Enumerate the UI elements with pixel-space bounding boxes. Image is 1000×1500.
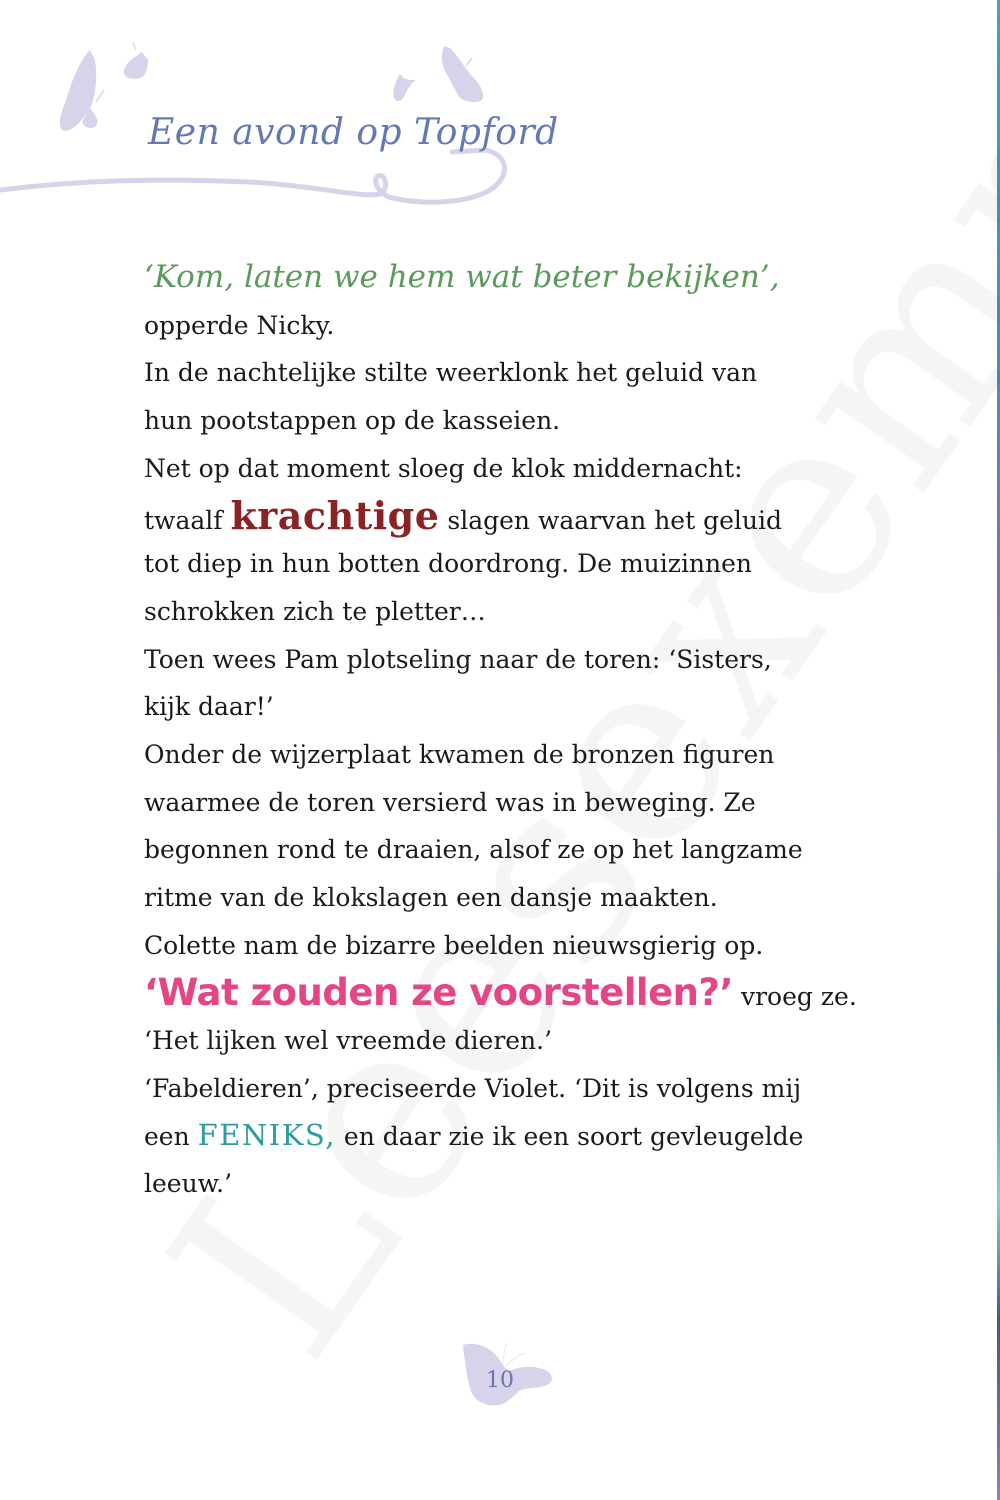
- text-segment: ‘Het lijken wel vreemde dieren.’: [144, 1026, 553, 1055]
- text-segment: vroeg ze.: [733, 982, 857, 1012]
- text-segment: en daar zie ik een soort gevleugelde: [335, 1122, 804, 1152]
- text-line: [144, 397, 884, 445]
- butterfly-icon: [442, 46, 483, 102]
- text-line: [144, 1065, 884, 1113]
- text-segment: leeuw.’: [144, 1169, 233, 1199]
- text-line: [144, 636, 884, 684]
- text-line: [144, 302, 884, 350]
- text-line: [144, 1112, 884, 1160]
- text-segment: Net op dat moment sloeg de klok middernacht:: [144, 453, 743, 483]
- emphasis-krachtige: krachtige: [230, 493, 440, 539]
- text-segment: schrokken zich te pletter…: [144, 596, 486, 626]
- text-line: [144, 874, 884, 922]
- text-segment: Colette nam de bizarre beelden nieuwsgierig op.: [144, 930, 764, 960]
- butterfly-icon: [60, 50, 104, 131]
- text-segment: begonnen rond te draaien, alsof ze op het langzame: [144, 835, 803, 865]
- text-segment: een: [144, 1122, 198, 1152]
- text-line: [144, 779, 884, 827]
- text-line: [144, 492, 884, 540]
- text-segment: waarmee de toren versierd was in beweging. Ze: [144, 787, 756, 817]
- text-line: [144, 731, 884, 779]
- text-segment: slagen waarvan het geluid: [439, 506, 782, 536]
- text-line: [144, 1017, 884, 1065]
- text-segment: hun pootstappen op de kasseien.: [144, 406, 561, 436]
- emphasis-feniks: FENIKS,: [197, 1118, 336, 1153]
- text-segment: Onder de wijzerplaat kwamen de bronzen figuren: [144, 739, 775, 769]
- text-segment: kijk daar!’: [144, 692, 274, 722]
- text-segment: Toen wees Pam plotseling naar de toren: ‘Sisters,: [144, 644, 772, 674]
- text-line: [144, 969, 884, 1017]
- text-segment: opperde Nicky.: [144, 310, 335, 340]
- butterfly-icon: [393, 74, 416, 101]
- text-line: [144, 922, 884, 970]
- text-segment: twaalf: [144, 506, 231, 536]
- text-line: [144, 1160, 884, 1208]
- text-line: [144, 349, 884, 397]
- green-dialogue: ‘Kom, laten we hem wat beter bekijken’,: [144, 259, 780, 295]
- text-line: [144, 445, 884, 493]
- text-line: [144, 588, 884, 636]
- text-line: [144, 826, 884, 874]
- page-number-badge: [455, 1335, 565, 1415]
- pink-dialogue: ‘Wat zouden ze voorstellen?’: [144, 971, 734, 1015]
- text-line: [144, 254, 884, 302]
- story-text: [144, 254, 884, 1208]
- chapter-title: Een avond op Topford: [148, 112, 559, 153]
- text-line: [144, 683, 884, 731]
- text-segment: ritme van de klokslagen een dansje maakten.: [144, 882, 718, 912]
- page-number: 10: [486, 1368, 514, 1393]
- text-segment: In de nachtelijke stilte weerklonk het geluid van: [144, 358, 758, 388]
- butterfly-icon: [124, 42, 148, 79]
- text-segment: ‘Fabeldieren’, preciseerde Violet. ‘Dit is volgens mij: [144, 1073, 802, 1103]
- text-line: [144, 540, 884, 588]
- text-segment: tot diep in hun botten doordrong. De muizinnen: [144, 549, 753, 579]
- swirl-decoration: [0, 150, 505, 202]
